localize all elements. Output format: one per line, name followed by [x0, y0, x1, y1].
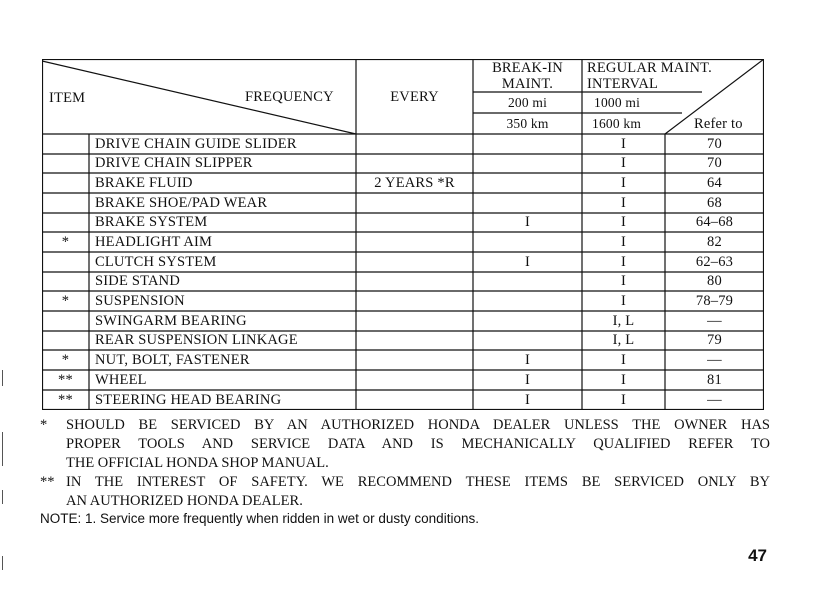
footnote-mark: *	[40, 417, 48, 433]
row-regular: I	[620, 293, 627, 309]
row-refer: 81	[707, 372, 722, 388]
row-item: CLUTCH SYSTEM	[95, 254, 217, 270]
page-number: 47	[748, 546, 767, 565]
header-breakin-mi: 200 mi	[507, 95, 548, 110]
row-item: HEADLIGHT AIM	[95, 234, 213, 250]
footnote-text: SHOULD BE SERVICED BY AN AUTHORIZED HONDA DEALER UNLESS THE OWNER HAS	[66, 417, 770, 433]
row-refer: 79	[707, 332, 722, 348]
header-frequency: FREQUENCY	[245, 89, 334, 105]
row-mark: *	[61, 293, 70, 309]
service-note: NOTE: 1. Service more frequently when ridden in wet or dusty conditions.	[40, 511, 479, 526]
row-item: SIDE STAND	[95, 273, 181, 289]
header-breakin-line1: BREAK-IN	[492, 60, 563, 76]
margin-mark	[2, 370, 3, 386]
footnotes	[40, 416, 770, 511]
row-every: 2 YEARS *R	[374, 175, 455, 191]
row-item: BRAKE SYSTEM	[95, 214, 208, 230]
header-regular-km: 1600 km	[592, 116, 642, 131]
header-breakin-line2: MAINT.	[501, 76, 554, 92]
row-mark: *	[61, 234, 70, 250]
footnote-text: PROPER TOOLS AND SERVICE DATA AND IS MECHANICALLY QUALIFIED REFER TO	[66, 436, 770, 452]
margin-mark	[2, 556, 3, 570]
row-regular: I	[620, 254, 627, 270]
row-regular: I	[620, 214, 627, 230]
header-regular-line2: INTERVAL	[587, 76, 659, 92]
row-regular: I, L	[612, 332, 635, 348]
maintenance-schedule-table	[42, 59, 764, 410]
row-regular: I	[620, 234, 627, 250]
footnote-indent	[40, 492, 66, 510]
row-refer: —	[707, 352, 722, 368]
row-mark: **	[58, 372, 73, 388]
row-refer: 68	[707, 195, 722, 211]
row-item: SWINGARM BEARING	[95, 313, 247, 329]
row-item: DRIVE CHAIN GUIDE SLIDER	[95, 136, 297, 152]
row-regular: I	[620, 372, 627, 388]
row-regular: I	[620, 136, 627, 152]
footnote-mark: **	[40, 474, 55, 490]
margin-mark	[2, 432, 3, 466]
row-breakin: I	[524, 352, 531, 368]
row-breakin: I	[524, 392, 531, 408]
row-regular: I	[620, 155, 627, 171]
row-refer: 80	[707, 273, 722, 289]
footnote-continuation	[40, 435, 770, 453]
row-mark: **	[58, 392, 73, 408]
footnote-text: AN AUTHORIZED HONDA DEALER.	[66, 493, 303, 509]
row-regular: I, L	[612, 313, 635, 329]
row-item: DRIVE CHAIN SLIPPER	[95, 155, 253, 171]
row-item: BRAKE FLUID	[95, 175, 193, 191]
row-refer: 78–79	[695, 293, 734, 309]
row-refer: —	[707, 313, 722, 329]
row-item: WHEEL	[95, 372, 147, 388]
footnote-indent	[40, 454, 66, 472]
row-refer: 82	[707, 234, 722, 250]
margin-mark	[2, 490, 3, 504]
row-refer: 64	[707, 175, 722, 191]
row-item: SUSPENSION	[95, 293, 185, 309]
row-refer: 62–63	[695, 254, 734, 270]
footnote-double-star	[40, 473, 770, 491]
header-regular-line1: REGULAR MAINT.	[587, 60, 712, 76]
row-mark: *	[61, 352, 70, 368]
header-breakin-km: 350 km	[506, 116, 549, 131]
row-regular: I	[620, 352, 627, 368]
footnote-text: IN THE INTEREST OF SAFETY. WE RECOMMEND THESE ITEMS BE SERVICED ONLY BY	[66, 474, 770, 490]
header-regular-mi: 1000 mi	[594, 95, 641, 110]
row-regular: I	[620, 175, 627, 191]
row-refer: —	[707, 392, 722, 408]
header-refer-to: Refer to	[694, 116, 743, 132]
header-every: EVERY	[390, 89, 439, 105]
row-refer: 70	[707, 136, 722, 152]
header-item: ITEM	[49, 90, 86, 106]
row-item: STEERING HEAD BEARING	[95, 392, 282, 408]
row-item: NUT, BOLT, FASTENER	[95, 352, 250, 368]
row-refer: 64–68	[695, 214, 734, 230]
footnote-continuation	[40, 492, 770, 510]
row-breakin: I	[524, 372, 531, 388]
footnote-indent	[40, 435, 66, 453]
row-item: REAR SUSPENSION LINKAGE	[95, 332, 298, 348]
footnote-continuation	[40, 454, 770, 472]
row-refer: 70	[707, 155, 722, 171]
row-breakin: I	[524, 214, 531, 230]
row-regular: I	[620, 273, 627, 289]
footnote-single-star	[40, 416, 770, 434]
footnote-text: THE OFFICIAL HONDA SHOP MANUAL.	[66, 455, 329, 471]
row-regular: I	[620, 392, 627, 408]
row-breakin: I	[524, 254, 531, 270]
row-regular: I	[620, 195, 627, 211]
row-item: BRAKE SHOE/PAD WEAR	[95, 195, 268, 211]
